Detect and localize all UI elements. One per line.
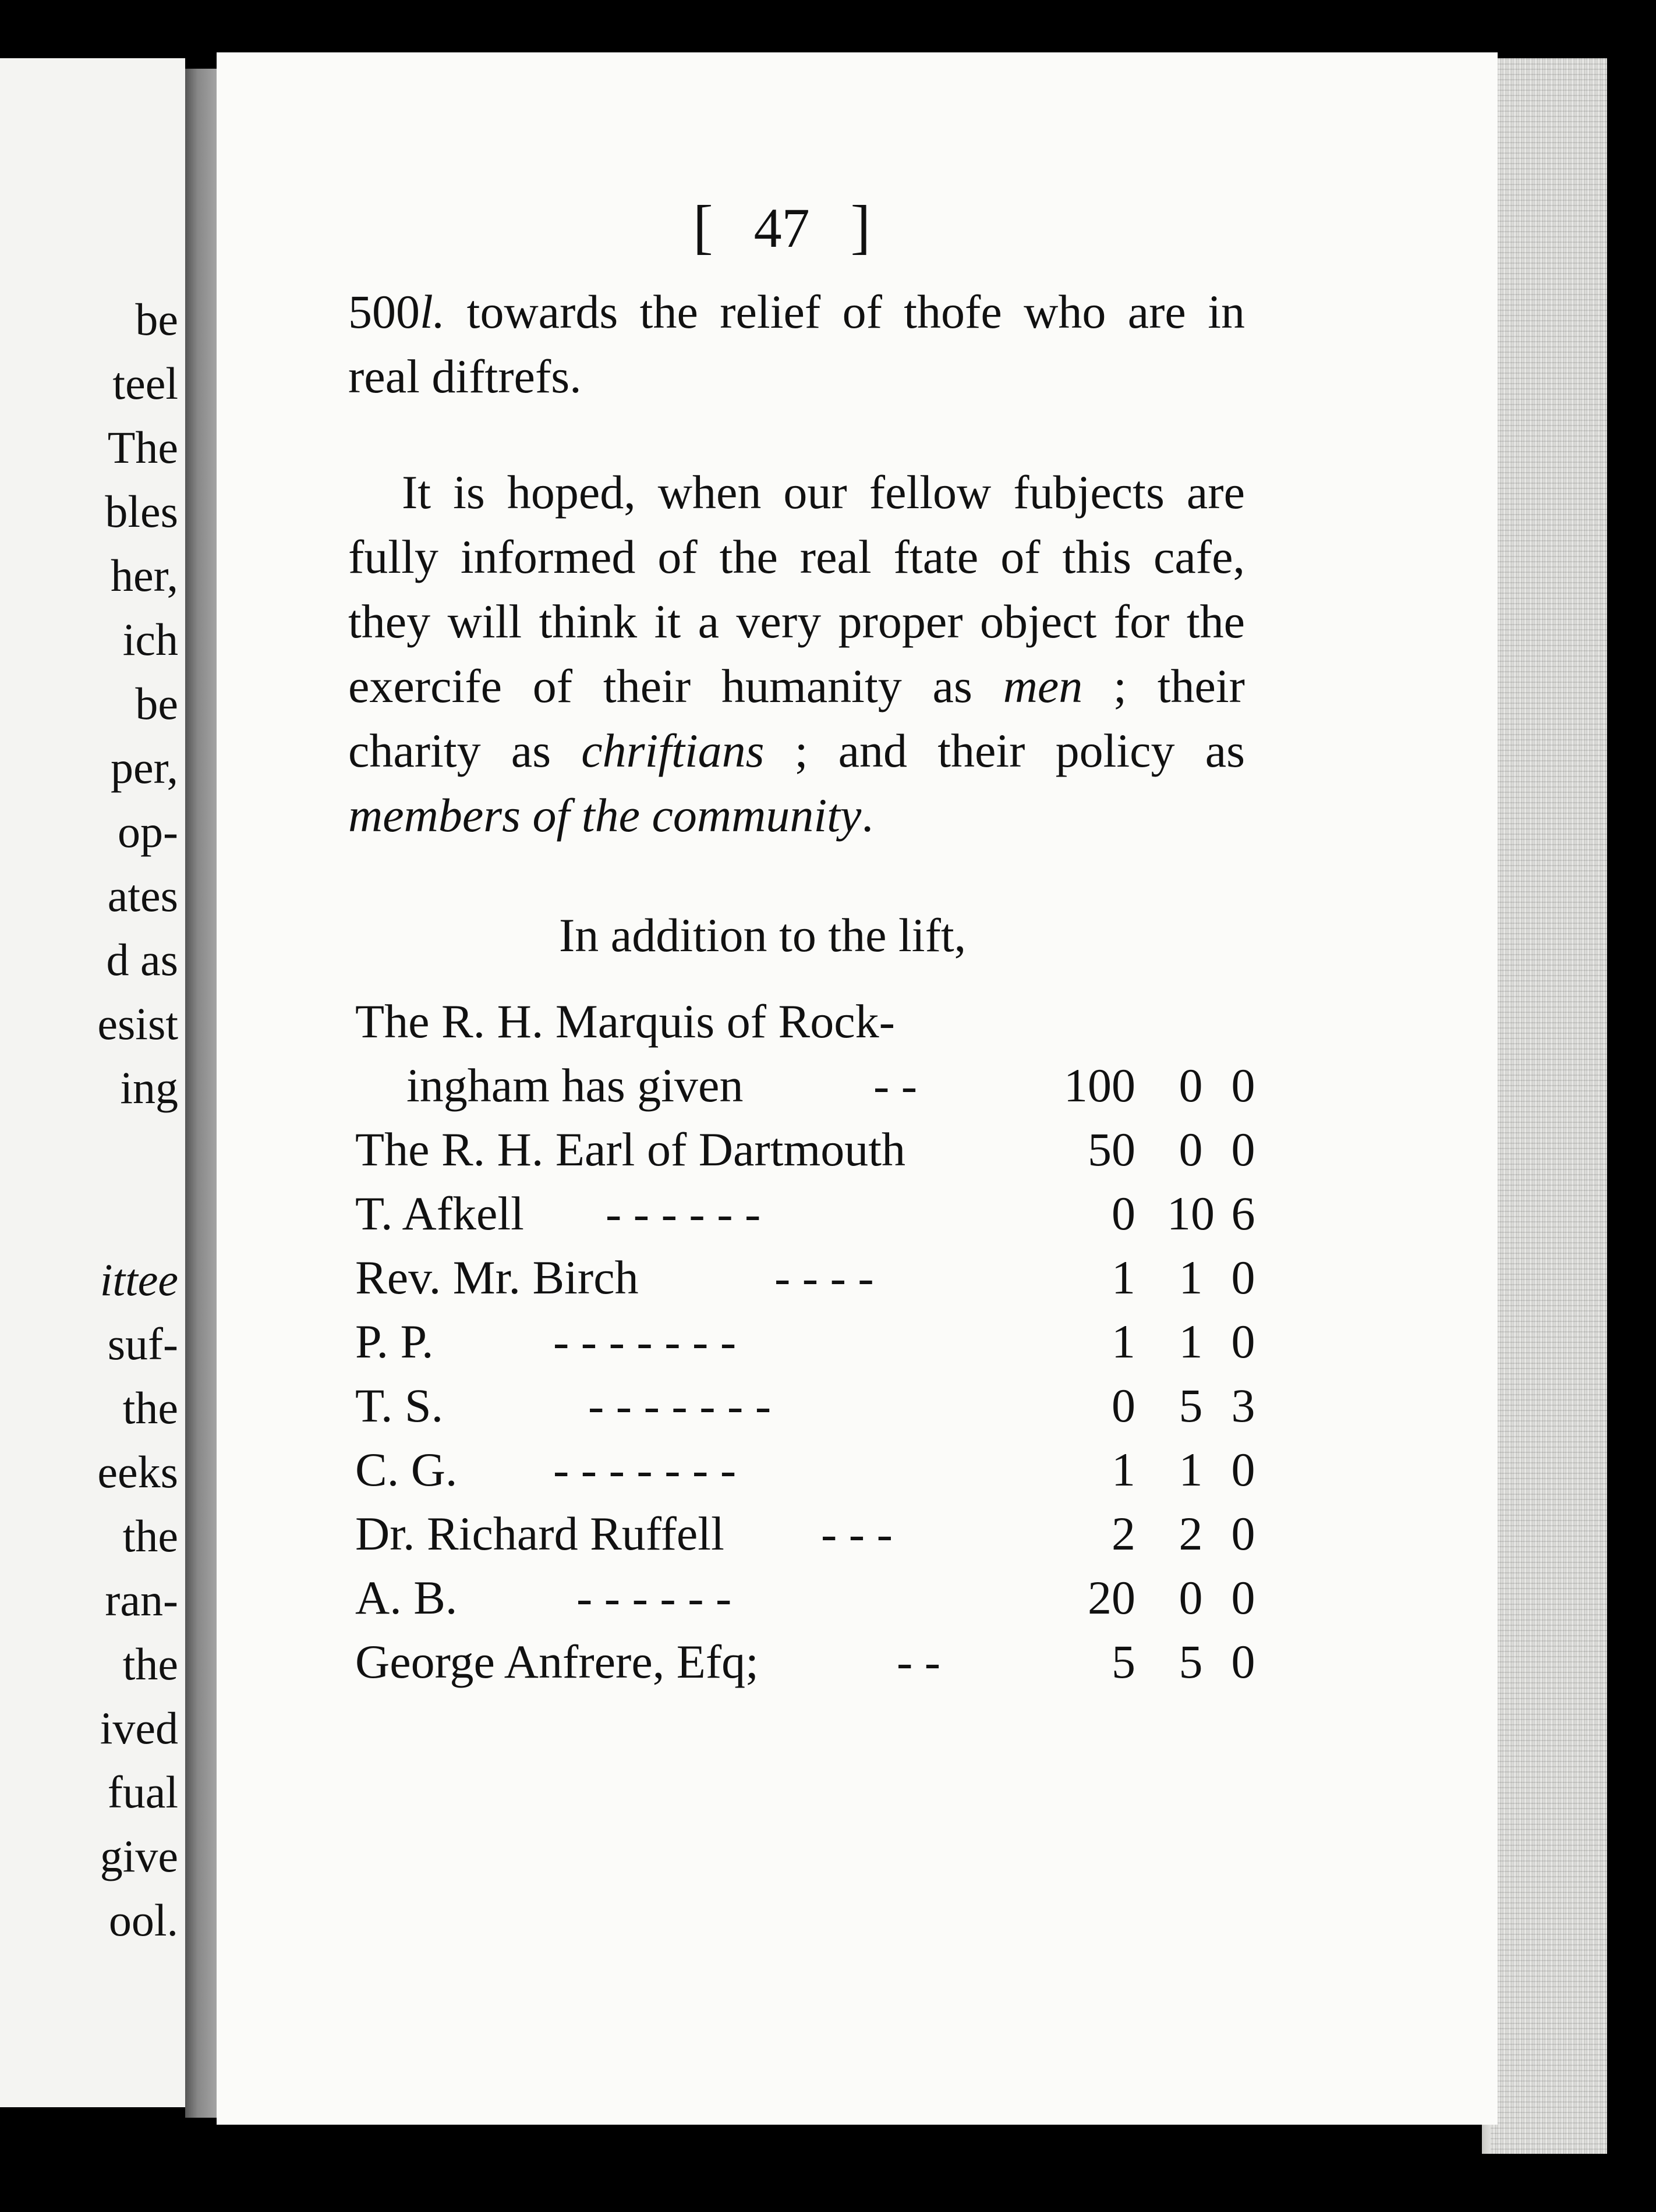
leader-dashes: - - - - - - - <box>553 1443 737 1496</box>
shillings-value: 1 <box>1179 1315 1203 1368</box>
subscriber-name: C. G. <box>355 1443 458 1496</box>
pounds-value: 100 <box>1064 1059 1135 1112</box>
previous-page-line: be <box>135 678 178 729</box>
pounds-value: 5 <box>1112 1635 1135 1688</box>
previous-page-line: op- <box>118 806 178 857</box>
previous-page-line: ing <box>120 1062 178 1113</box>
pence-value: 0 <box>1231 1571 1255 1624</box>
shillings-value: 10 <box>1167 1187 1215 1240</box>
list-item <box>355 1566 1264 1630</box>
previous-page-line: the <box>122 1639 178 1689</box>
previous-page-fragment <box>0 58 185 2107</box>
pence-value: 0 <box>1231 1251 1255 1304</box>
previous-page-line: her, <box>111 550 178 601</box>
previous-page-line: d as <box>106 934 178 985</box>
subscriber-name: T. S. <box>355 1379 444 1432</box>
pounds-value: 50 <box>1088 1123 1135 1176</box>
book-page-edges <box>1491 58 1607 2154</box>
shillings-value: 2 <box>1179 1507 1203 1560</box>
pound-symbol: l. <box>420 285 445 338</box>
previous-page-line: the <box>122 1383 178 1433</box>
pounds-value: 1 <box>1112 1443 1135 1496</box>
previous-page-line: the <box>122 1511 178 1561</box>
paragraph-text: ; their charity as <box>348 660 1245 777</box>
previous-page-line: teel <box>112 358 178 409</box>
italic-christians: chriftians <box>581 724 765 777</box>
pence-value: 0 <box>1231 1059 1255 1112</box>
pence-value: 0 <box>1231 1635 1255 1688</box>
previous-page-line: fual <box>107 1767 178 1817</box>
pence-value: 3 <box>1231 1379 1255 1432</box>
leader-dashes: - - - - - - <box>606 1187 761 1240</box>
shillings-value: 5 <box>1179 1635 1203 1688</box>
pence-value: 0 <box>1231 1123 1255 1176</box>
paragraph-text: It is hoped, when our fellow fubjects are fully informed of the real ftate of this cafe, they will think it a very proper object for the exercife of their humanity as <box>348 466 1245 712</box>
list-item <box>355 1310 1264 1374</box>
leader-dashes: - - - - - - - <box>588 1379 772 1432</box>
subscriber-name: Dr. Richard Ruffell <box>355 1507 724 1560</box>
previous-page-line: bles <box>105 486 178 537</box>
previous-page-line: ich <box>122 614 178 665</box>
leader-dashes: - - - - - - <box>576 1571 732 1624</box>
list-item <box>355 1438 1264 1502</box>
leader-dashes: - - - - - - - <box>553 1315 737 1368</box>
shillings-value: 0 <box>1179 1123 1203 1176</box>
pence-value: 0 <box>1231 1443 1255 1496</box>
subscriber-name: George Anfrere, Efq; <box>355 1635 759 1688</box>
leader-dashes: - - <box>897 1635 941 1688</box>
previous-page-line: eeks <box>97 1447 178 1497</box>
list-item <box>355 1374 1264 1438</box>
close-bracket: ] <box>850 193 871 260</box>
paragraph-relief <box>348 279 1245 409</box>
previous-page-line: ates <box>107 870 178 921</box>
leader-dashes: - - <box>873 1059 918 1112</box>
previous-page-line: ived <box>100 1703 178 1753</box>
pence-value: 6 <box>1231 1187 1255 1240</box>
list-item <box>355 1630 1264 1694</box>
subscriber-name: A. B. <box>355 1571 458 1624</box>
book-gutter <box>185 69 221 2118</box>
pounds-value: 1 <box>1112 1315 1135 1368</box>
previous-page-line: ran- <box>105 1575 178 1625</box>
previous-page-line: suf- <box>107 1318 178 1369</box>
subscriber-name: ingham has given <box>406 1059 744 1112</box>
subscriber-name: The R. H. Marquis of Rock- <box>355 995 895 1048</box>
shillings-value: 0 <box>1179 1571 1203 1624</box>
shillings-value: 0 <box>1179 1059 1203 1112</box>
amount-text: 500 <box>348 285 420 338</box>
leader-dashes: - - - <box>821 1507 893 1560</box>
pounds-value: 1 <box>1112 1251 1135 1304</box>
previous-page-line: esist <box>97 998 178 1049</box>
shillings-value: 1 <box>1179 1251 1203 1304</box>
pence-value: 0 <box>1231 1315 1255 1368</box>
list-item <box>355 1118 1264 1182</box>
italic-members-of-community: members of the community <box>348 789 862 842</box>
shillings-value: 1 <box>1179 1443 1203 1496</box>
subscriber-name: Rev. Mr. Birch <box>355 1251 639 1304</box>
previous-page-line: The <box>107 422 178 473</box>
pounds-value: 0 <box>1112 1379 1135 1432</box>
list-item <box>355 1502 1264 1566</box>
list-item <box>355 1182 1264 1246</box>
previous-page-line: give <box>100 1831 178 1881</box>
page-number-value: 47 <box>753 197 810 259</box>
previous-page-line: be <box>135 294 178 345</box>
paragraph-text: . <box>861 789 873 842</box>
paragraph-appeal <box>348 460 1245 848</box>
page-number <box>693 192 871 261</box>
subscriber-name: The R. H. Earl of Dartmouth <box>355 1123 906 1176</box>
pounds-value: 2 <box>1112 1507 1135 1560</box>
list-heading: In addition to the lift, <box>559 909 967 962</box>
shillings-value: 5 <box>1179 1379 1203 1432</box>
list-item <box>355 1054 1264 1118</box>
list-item <box>355 1246 1264 1310</box>
previous-page-line: ool. <box>108 1895 178 1945</box>
paragraph-text: towards the relief of thofe who are in real diftrefs. <box>348 285 1245 403</box>
pence-value: 0 <box>1231 1507 1255 1560</box>
subscriber-name: P. P. <box>355 1315 434 1368</box>
previous-page-line: per, <box>111 742 178 793</box>
italic-men: men <box>1003 660 1083 712</box>
pounds-value: 0 <box>1112 1187 1135 1240</box>
open-bracket: [ <box>693 193 713 260</box>
leader-dashes: - - - - <box>774 1251 874 1304</box>
previous-page-line: ittee <box>100 1254 178 1305</box>
pounds-value: 20 <box>1088 1571 1135 1624</box>
subscriber-name: T. Afkell <box>355 1187 524 1240</box>
paragraph-text: ; and their policy as <box>764 724 1245 777</box>
list-item <box>355 990 1264 1054</box>
